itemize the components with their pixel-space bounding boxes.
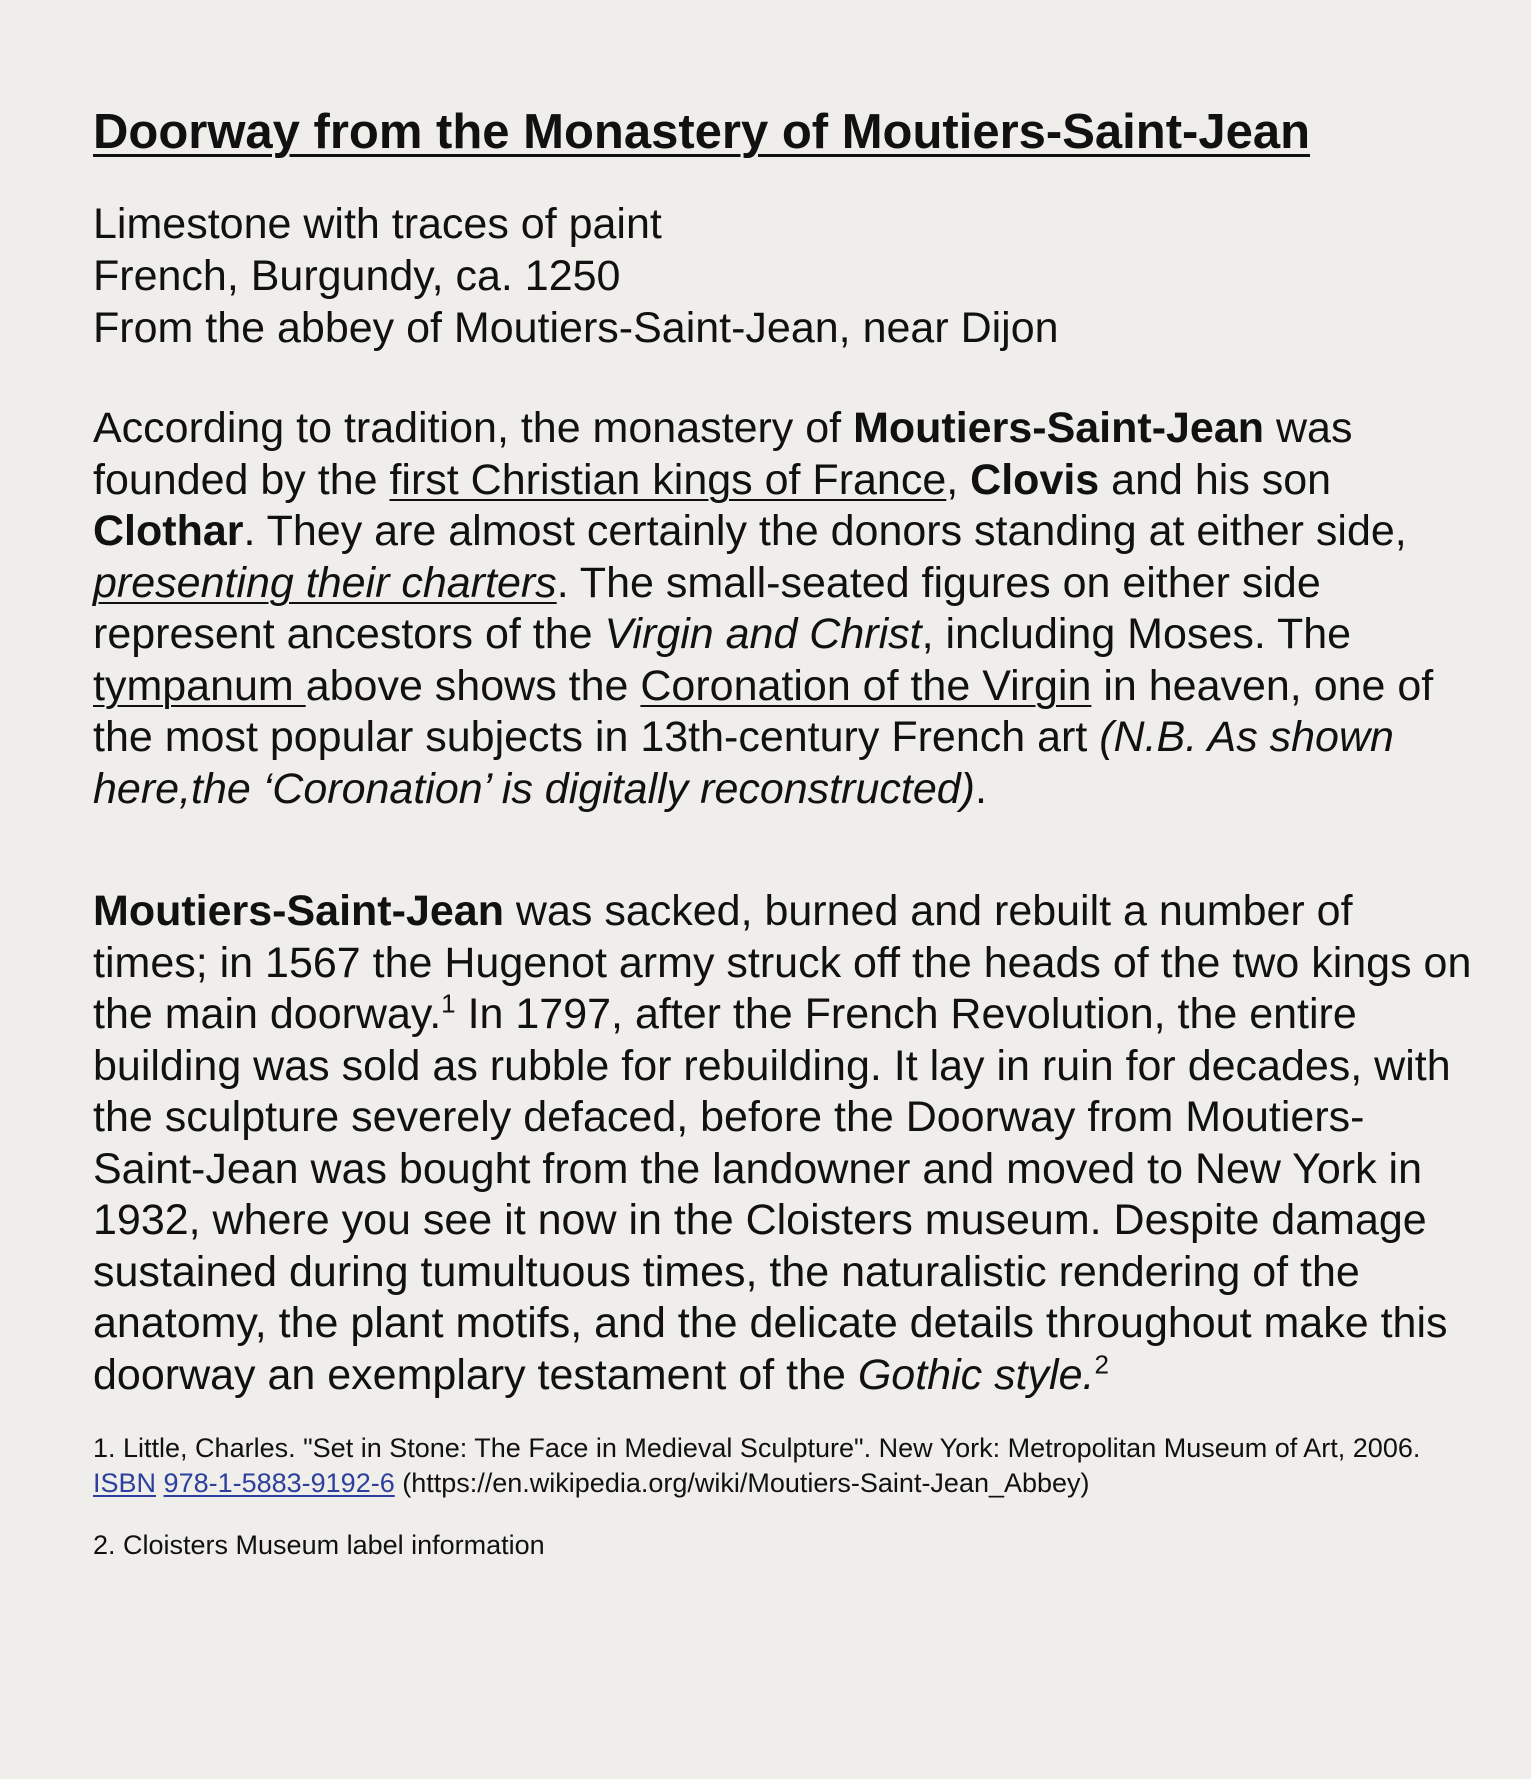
italic-gothic-style: Gothic style.	[857, 1350, 1095, 1399]
isbn-link[interactable]: ISBN	[93, 1468, 157, 1498]
isbn-number-link[interactable]: 978-1-5883-9192-6	[163, 1468, 395, 1498]
page-title: Doorway from the Monastery of Moutiers-Saint-Jean	[93, 105, 1311, 159]
provenance-line: From the abbey of Moutiers-Saint-Jean, near Dijon	[93, 304, 1059, 352]
origin-line: French, Burgundy, ca. 1250	[93, 252, 621, 300]
link-first-christian-kings[interactable]: first Christian kings of France	[389, 455, 947, 504]
text-run: in heaven, one of the most popular subjects in 13th-century French art	[93, 661, 1434, 761]
paragraph-tradition	[93, 403, 1473, 815]
bold-clovis: Clovis	[970, 455, 1100, 504]
document-page	[93, 92, 1473, 1563]
paragraph-history	[93, 886, 1473, 1401]
material-line: Limestone with traces of paint	[93, 200, 662, 248]
object-metadata	[93, 198, 1473, 354]
bold-clothar: Clothar	[93, 507, 244, 555]
link-presenting-charters[interactable]: presenting their charters	[93, 558, 557, 607]
text-run: According to tradition, the monastery of	[93, 404, 854, 452]
footnote-1-text: 1. Little, Charles. "Set in Stone: The Face in Medieval Sculpture". New York: Metropolitan Museum of Art, 2006.	[93, 1433, 1421, 1463]
footnote-1-url: (https://en.wikipedia.org/wiki/Moutiers-Saint-Jean_Abbey)	[394, 1468, 1090, 1498]
text-run: . They are almost certainly the donors standing at either side,	[243, 507, 1407, 555]
text-run: and his son	[1099, 455, 1332, 504]
footnote-ref-1[interactable]: 1	[441, 988, 456, 1019]
text-run: . The small-seated figures on either side represent ancestors of the	[93, 558, 1321, 658]
text-run: ,	[946, 455, 971, 504]
italic-reconstruction-note: (N.B. As shown here,the ‘Coronation’ is digitally reconstructed)	[93, 713, 1394, 813]
link-tympanum[interactable]: tympanum	[93, 661, 306, 710]
text-run: above shows the	[305, 661, 641, 710]
bold-monastery-name: Moutiers-Saint-Jean	[853, 404, 1265, 452]
italic-virgin-and-christ: Virgin and Christ	[604, 610, 922, 658]
text-run: was founded by the	[93, 404, 1353, 504]
bold-monastery-name: Moutiers-Saint-Jean	[93, 887, 504, 935]
text-run: In 1797, after the French Revolution, the entire building was sold as rubble for rebuilding. It lay in ruin for decades, with the sculpture severely defaced, before the Doorway from Moutiers-Saint-Jean was bought from the landowner and moved to New York in 1932, where you see it now in the Cloisters museum. Despite damage sustained during tumultuous times, the naturalistic rendering of the anatomy, the plant motifs, and the delicate details throughout make this doorway an exemplary testament of the	[93, 990, 1451, 1399]
text-run: was sacked, burned and rebuilt a number of times; in 1567 the Hugenot army struck off the heads of the two kings on the main doorway.	[93, 887, 1472, 1038]
link-coronation-of-virgin[interactable]: Coronation of the Virgin	[640, 661, 1092, 710]
footnote-2: 2. Cloisters Museum label information	[93, 1530, 545, 1560]
footnote-ref-2[interactable]: 2	[1094, 1349, 1109, 1380]
text-run: , including Moses. The	[921, 610, 1352, 658]
footnotes	[93, 1431, 1473, 1563]
text-run: .	[974, 764, 987, 813]
footnote-1	[93, 1431, 1473, 1501]
